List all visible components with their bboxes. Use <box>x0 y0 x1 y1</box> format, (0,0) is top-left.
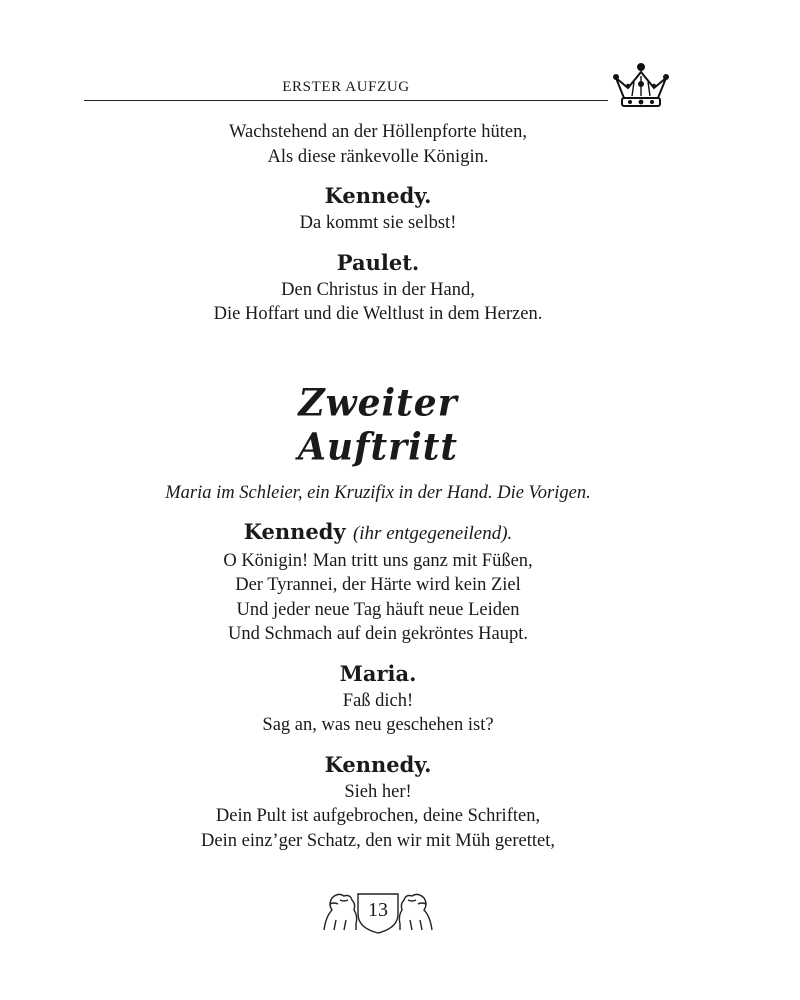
verse-line: Wachstehend an der Höllenpforte hüten, <box>229 122 527 142</box>
speaker-name: Kennedy. <box>324 183 432 208</box>
speaker-name: Kennedy. <box>324 751 432 777</box>
scene-title <box>60 380 696 468</box>
verse-line: Dein einz’ger Schatz, den wir mit Müh gerettet, <box>201 830 555 851</box>
page-number: 13 <box>368 899 388 921</box>
speaker-name: Paulet. <box>336 249 420 275</box>
page-footer <box>320 890 436 934</box>
crown-icon <box>612 62 670 114</box>
running-header <box>84 76 608 101</box>
verse-line: Sag an, was neu geschehen ist? <box>262 715 494 735</box>
verse-line: Den Christus in der Hand, <box>281 279 475 300</box>
speaker-heading <box>60 519 696 547</box>
verse-line: Die Hoffart und die Weltlust in dem Herzen. <box>213 304 543 324</box>
verse-line: Und Schmach auf dein gekröntes Haupt. <box>227 624 529 644</box>
dialogue-block <box>60 661 696 738</box>
verse-block <box>60 120 696 169</box>
page-body <box>60 120 696 853</box>
verse-line: Da kommt sie selbst! <box>299 213 457 233</box>
stage-direction: Maria im Schleier, ein Kruzifix in der Hand. Die Vorigen. <box>165 482 591 503</box>
verse-line: O Königin! Man tritt uns ganz mit Füßen, <box>223 550 533 571</box>
dialogue-block <box>60 183 696 236</box>
speaker-name: Maria. <box>339 660 417 686</box>
verse-line: Der Tyrannei, der Härte wird kein Ziel <box>235 575 521 595</box>
verse-line: Dein Pult ist aufgebrochen, deine Schriften, <box>215 806 541 826</box>
speaker-direction: (ihr entgegeneilend) <box>352 522 508 544</box>
chapter-title: ERSTER AUFZUG <box>282 79 410 95</box>
verse-line: Als diese ränkevolle Königin. <box>267 146 489 167</box>
verse-line: Faß dich! <box>342 690 414 711</box>
scene-title-line: Auftritt <box>297 424 459 469</box>
speaker-direction-suffix: . <box>507 522 513 544</box>
verse-line: Sieh her! <box>344 781 412 802</box>
scene-title-line: Zweiter <box>298 380 458 425</box>
dialogue-block <box>60 519 696 647</box>
speaker-name: Kennedy <box>243 518 346 544</box>
dialogue-block <box>60 752 696 854</box>
verse-line: Und jeder neue Tag häuft neue Leiden <box>236 599 520 620</box>
dialogue-block <box>60 250 696 327</box>
